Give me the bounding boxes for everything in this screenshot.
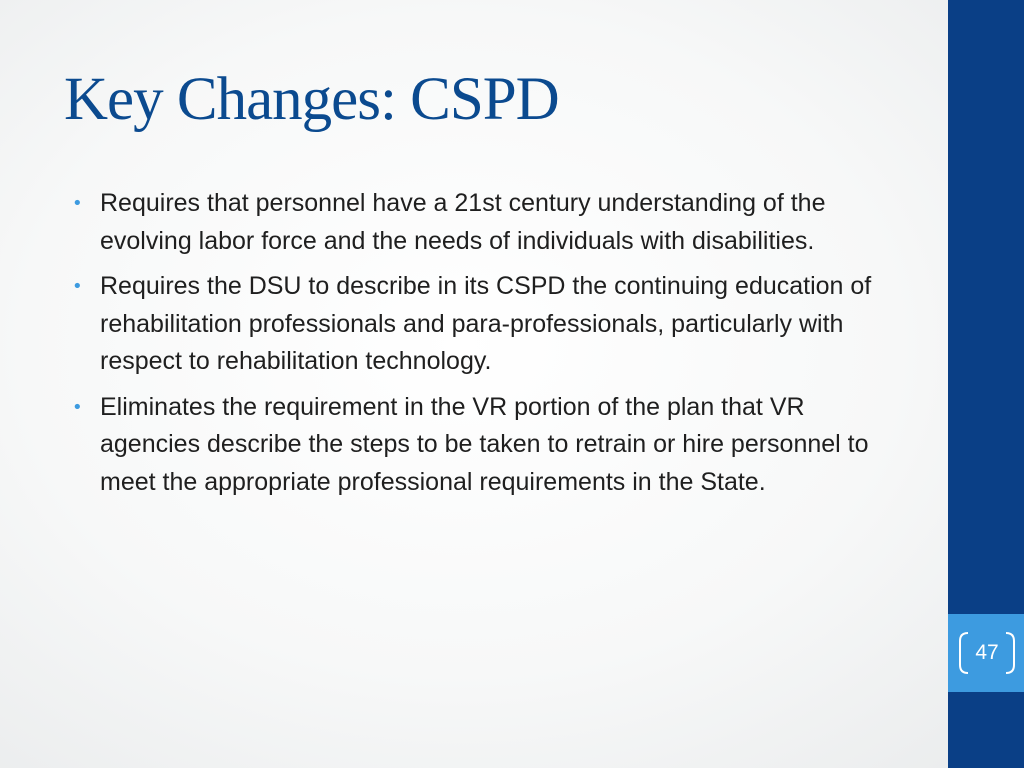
page-number: 47 xyxy=(975,641,999,664)
bullet-dot-icon: • xyxy=(72,193,83,214)
bullet-text: Requires the DSU to describe in its CSPD the continuing education of rehabilitation professionals and para-professionals, particularly with respect to rehabilitation technology. xyxy=(100,272,872,375)
bullet-item xyxy=(70,389,900,502)
page-number-box xyxy=(948,614,1024,692)
bullet-dot-icon: • xyxy=(72,396,83,418)
bullet-dot-icon: • xyxy=(72,276,83,297)
bullet-item xyxy=(70,268,900,381)
page-number-frame xyxy=(958,631,1016,675)
bullet-item xyxy=(70,185,900,260)
slide-title: Key Changes: CSPD xyxy=(64,66,559,133)
bullet-text: Eliminates the requirement in the VR portion of the plan that VR agencies describe the steps to be taken to retrain or hire personnel to meet the appropriate professional requirements in the State. xyxy=(100,392,869,496)
bullet-list xyxy=(70,185,900,509)
bullet-text: Requires that personnel have a 21st century understanding of the evolving labor force and the needs of individuals with disabilities. xyxy=(100,189,826,255)
